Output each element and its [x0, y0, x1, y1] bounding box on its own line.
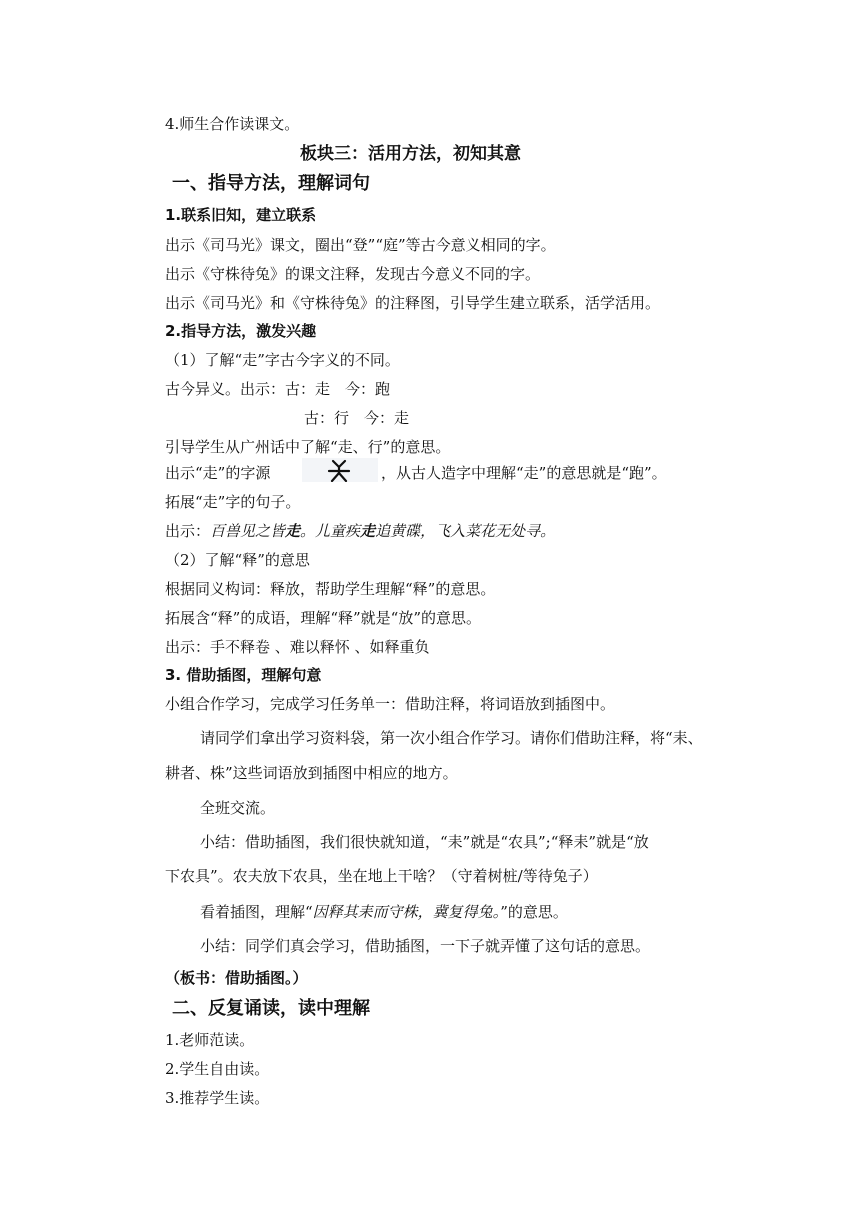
paragraph-line: 出示《守株待兔》的课文注释，发现古今意义不同的字。 — [165, 265, 541, 283]
emphasis-char: 走 — [360, 522, 376, 540]
text: ”的意思。 — [500, 903, 568, 921]
step-line: 3.推荐学生读。 — [165, 1089, 270, 1107]
heading-part-one: 一、指导方法，理解词句 — [172, 173, 370, 194]
text: 看着插图，理解“ — [200, 903, 313, 921]
quote-text: 因释其耒而守株，冀复得兔。 — [312, 903, 501, 921]
step-line: 2.学生自由读。 — [165, 1060, 270, 1078]
paragraph-line: 拓展含“释”的成语，理解“释”就是“放”的意思。 — [165, 609, 482, 627]
paragraph-line: 古今异义。出示：古：走 今：跑 — [165, 380, 391, 398]
heading-part-two: 二、反复诵读，读中理解 — [172, 998, 370, 1019]
paragraph-line: 小组合作学习，完成学习任务单一：借助注释，将词语放到插图中。 — [165, 695, 616, 713]
paragraph-line: ，从古人造字中理解“走”的意思就是“跑”。 — [381, 464, 667, 482]
quote-text: 百兽见之皆 — [210, 522, 286, 540]
quote-text: 。儿童疾 — [300, 522, 361, 540]
paragraph-line: 出示“走”的字源 — [165, 464, 271, 482]
paragraph-line: 出示《司马光》和《守株待兔》的注释图，引导学生建立联系，活学活用。 — [165, 294, 661, 312]
ancient-zou-character-icon — [302, 458, 378, 482]
poem-line — [165, 521, 555, 541]
paragraph-line: 耕者、株”这些词语放到插图中相应的地方。 — [165, 764, 458, 782]
paragraph-line: 全班交流。 — [200, 799, 276, 817]
emphasis-char: 走 — [285, 522, 301, 540]
paragraph-line: 引导学生从广州话中了解“走、行”的意思。 — [165, 438, 451, 456]
paragraph-line — [200, 902, 568, 922]
subheading-1: 1.联系旧知，建立联系 — [165, 206, 317, 224]
paragraph-line: （1）了解“走”字古今字义的不同。 — [165, 351, 400, 369]
section-title: 板块三：活用方法，初知其意 — [300, 144, 521, 164]
paragraph-line: 出示：手不释卷 、难以释怀 、如释重负 — [165, 638, 430, 656]
label: 出示： — [165, 522, 211, 540]
step-line: 1.老师范读。 — [165, 1031, 255, 1049]
subheading-3: 3. 借助插图，理解句意 — [165, 666, 322, 684]
subheading-2: 2.指导方法，激发兴趣 — [165, 322, 317, 340]
paragraph-line: 古：行 今：走 — [304, 409, 410, 427]
paragraph-line: 下农具”。农夫放下农具，坐在地上干啥？（守着树桩/等待兔子） — [165, 867, 598, 885]
quote-text: 追黄碟，飞入菜花无处寻。 — [375, 522, 556, 540]
board-note: （板书：借助插图。） — [165, 969, 308, 987]
paragraph-line: 小结：借助插图，我们很快就知道，“耒”就是“农具”;“释耒”就是“放 — [200, 833, 649, 851]
paragraph-line: 出示《司马光》课文，圈出“登”“庭”等古今意义相同的字。 — [165, 236, 556, 254]
paragraph-line: 拓展“走”字的句子。 — [165, 493, 301, 511]
paragraph-line: 小结：同学们真会学习，借助插图，一下子就弄懂了这句话的意思。 — [200, 937, 651, 955]
step-4-line: 4.师生合作读课文。 — [165, 115, 300, 133]
paragraph-line: 请同学们拿出学习资料袋，第一次小组合作学习。请你们借助注释，将“耒、 — [200, 729, 703, 747]
paragraph-line: （2）了解“释”的意思 — [165, 551, 310, 569]
paragraph-line: 根据同义构词：释放，帮助学生理解“释”的意思。 — [165, 580, 496, 598]
